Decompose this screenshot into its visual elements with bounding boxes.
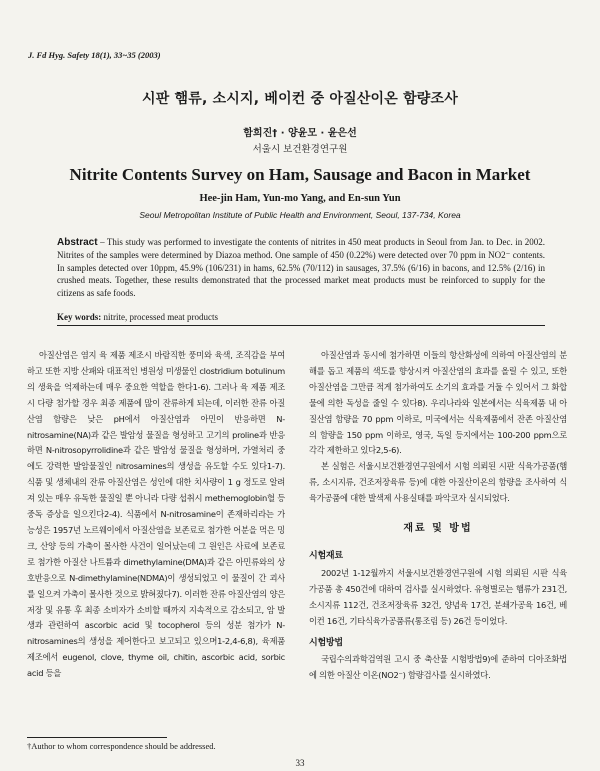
korean-affiliation: 서울시 보건환경연구원: [252, 144, 348, 155]
keywords-label: Key words:: [57, 312, 102, 322]
korean-title: 시판 햄류, 소시지, 베이컨 중 아질산이온 함량조사: [142, 91, 458, 107]
keywords-text: nitrite, processed meat products: [101, 312, 218, 322]
body-paragraph: 본 실험은 서울시보건환경연구원에서 시험 의뢰된 시판 식육가공품(햄류, 소시지류, 건조저장육류 등)에 대한 아질산이온의 함량을 조사하여 식육가공품에 대한 발색제 사용실태를 파악코자 실시되었다.: [309, 461, 567, 504]
abstract-text: – This study was performed to investigate the contents of nitrites in 450 meat products in Seoul from Jan. to Dec. in 2002. Nitrites of the samples were determined by Diazoa method. One sample of 450 (0.22%) were detected over 70 ppm in NO2⁻ contents. In samples detected over 10ppm, 45.9% (106/231) in hams, 62.5% (70/112) in sausages, 37.5% (6/16) in bacons, and 12.5% (2/16) in crushed meats. Together, these results demonstrated that the processed market meat products must be reinforced to supply for the citizens as safe foods.: [57, 237, 545, 298]
section-heading: 재료 및 방법: [403, 523, 473, 535]
footnote: †Author to whom correspondence should be addressed.: [27, 741, 216, 751]
english-affiliation: Seoul Metropolitan Institute of Public Health and Environment, Seoul, 137-734, Korea: [139, 210, 461, 220]
footnote-divider: [27, 737, 167, 738]
body-paragraph: 아질산염과 동시에 첨가하면 이들의 항산화성에 의하여 아질산염의 분해를 돕고 제품의 색도를 향상시켜 아질산염의 효과를 올릴 수 있고, 또한 아질산염을 그만큼 적게 첨가하여도 소기의 효과를 거둘 수 있어서 그 화합물에 의한 독성을 줄일 수 있다8). 우리나라와 일본에서는 식육제품 내 아질산염 함량을 70 ppm 이하로, 미국에서는 식육제품에서 잔존 아질산염의 함량을 150 ppm 이하로, 영국, 독일 등지에서는 100-200 ppm으로 각각 제한하고 있다2,5-6).: [309, 350, 567, 456]
keywords: [57, 312, 218, 322]
subsection-heading-materials: 시험재료: [309, 550, 343, 561]
korean-authors: 함희진† · 양윤모 · 윤은선: [243, 128, 357, 139]
body-paragraph: 아질산염은 염지 육 제품 제조시 바람직한 풍미와 육색, 조직감을 부여하고 또한 지방 산패와 대표적인 병원성 미생물인 clostridium botulinum의 생육을 억제하는데 매우 중요한 역할을 한다1-6). 그러나 육 제품 제조시 다량 첨가할 경우 최종 제품에 많이 잔류하게 되는데, 이러한 잔류 아질산염 함량은 낮은 pH에서 아질산염과 아민이 반응하면 N-nitrosamine(NA)과 같은 발암성 물질을 형성하고 고기의 proline과 반응하면 N-nitrosopyrrolidine과 같은 발암성 물질을 형성하며, 가열처리 중에도 강력한 발암물질인 nitrosamines의 생성을 유도할 수도 있다1-7). 식품 및 생체내의 잔류 아질산염은 성인에 대한 치사량이 1 g 정도로 알려져 있는 매우 유독한 물질일 뿐 아니라 다량 섭취시 methemoglobin혈 등 중독 증상을 일으킨다2-4). 식품에서 N-nitrosamine이 존재하리라는 가능성은 1957년 노르웨이에서 아질산염을 보존료로 첨가한 어분을 먹은 밍크, 산양 등의 가축이 몰사한 사건이 일어났는데 그 원인은 사료에 보존료로 첨가한 아질산 나트륨과 dimethylamine(DMA)과 같은 아민류와의 상호반응으로 N-dimethylamine(NDMA)이 생성되었고 이 물질이 간 괴사를 일으켜 가축이 몰사한 것으로 밝혀졌다7). 이러한 잔류 아질산염의 양은 저장 및 유통 후 최종 소비자가 소비할 때까지 지속적으로 감소되고, 암 발생과 관련하여 ascorbic acid 및 tocopherol 등의 성분 첨가가 N-nitrosamines의 생성을 제어한다고 보고되고 있으며1-2,4-6,8), 육제품 제조에서 eugenol, clove, thyme oil, chitin, ascorbic acid, sorbic acid 등을: [27, 350, 285, 679]
keywords-divider: [57, 325, 545, 326]
abstract-label: Abstract: [57, 237, 98, 248]
methods-paragraph: 국립수의과학검역원 고시 중 축산물 시험방법9)에 준하여 디아조화법에 의한 아질산 이온(NO2⁻) 함량검사를 실시하였다.: [309, 654, 567, 681]
journal-citation: J. Fd Hyg. Safety 18(1), 33~35 (2003): [28, 50, 161, 60]
body-left-column: [27, 348, 285, 734]
english-authors: Hee-jin Ham, Yun-mo Yang, and En-sun Yun: [199, 193, 401, 204]
subsection-heading-methods: 시험방법: [309, 637, 343, 648]
materials-paragraph: 2002년 1-12월까지 서울시보건환경연구원에 시험 의뢰된 시판 식육가공품 총 450건에 대하여 검사를 실시하였다. 유형별로는 햄류가 231건, 소시지류 112건, 건조저장육류 32건, 양념육 17건, 분쇄가공육 16건, 베이컨 16건, 기타식육가공품류(통조림 등) 26건 등이었다.: [309, 567, 567, 626]
body-right-column: [309, 348, 567, 748]
abstract: [57, 236, 545, 299]
page-number: 33: [295, 758, 305, 768]
english-title: Nitrite Contents Survey on Ham, Sausage and Bacon in Market: [69, 165, 531, 184]
